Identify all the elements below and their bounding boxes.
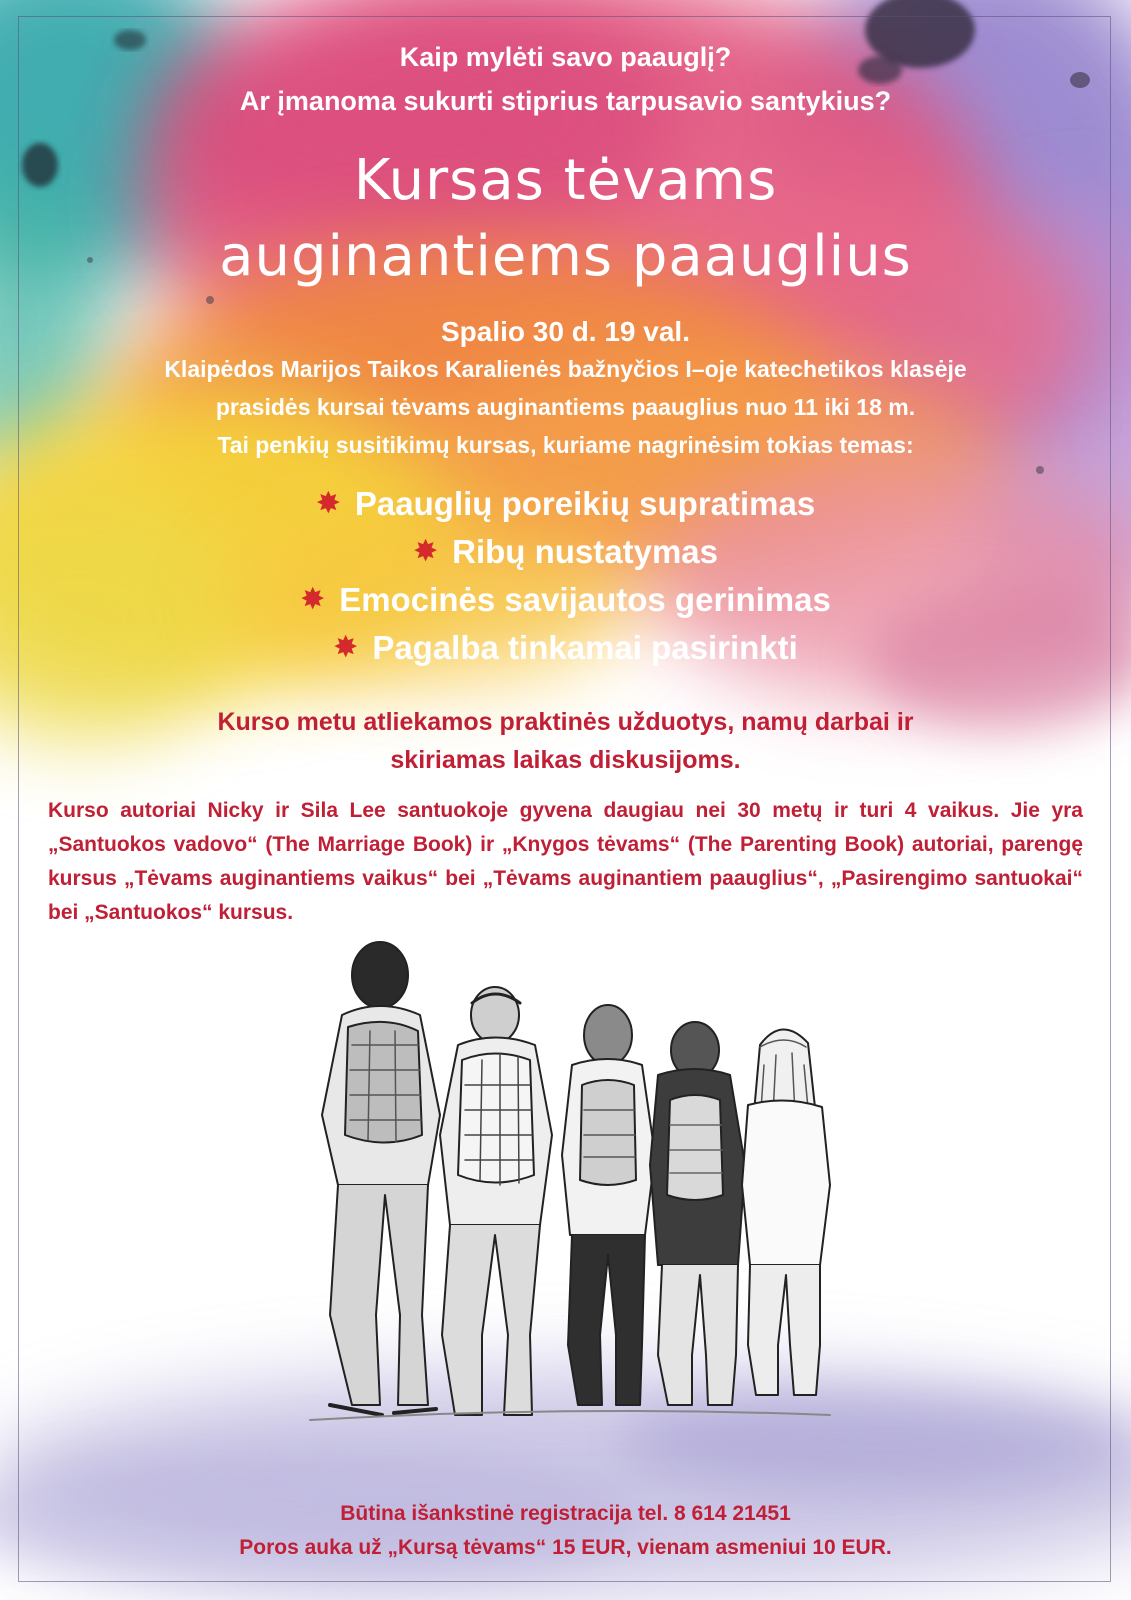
topics-list <box>0 480 1131 672</box>
star-burst-icon: ✸ <box>315 487 341 520</box>
figure-4 <box>650 1022 745 1405</box>
figure-1 <box>322 942 440 1415</box>
teenagers-walking-illustration <box>290 935 850 1435</box>
topic-label: Paauglių poreikių supratimas <box>354 485 816 522</box>
star-burst-icon: ✸ <box>300 583 326 616</box>
course-title-line-2: auginantiems paauglius <box>219 224 912 289</box>
practical-info-line-1: Kurso metu atliekamos praktinės užduotys, namų darbai ir <box>217 708 914 736</box>
topic-item <box>0 528 1131 576</box>
topic-label: Ribų nustatymas <box>452 533 719 570</box>
star-burst-icon: ✸ <box>333 631 359 664</box>
topic-item <box>0 576 1131 624</box>
practical-info-line-2: skiriamas laikas diskusijoms. <box>390 746 741 774</box>
question-line-2: Ar įmanoma sukurti stiprius tarpusavio santykius? <box>239 86 892 116</box>
authors-paragraph: Kurso autoriai Nicky ir Sila Lee santuokoje gyvena daugiau nei 30 metų ir turi 4 vaikus. Jie yra „Santuokos vadovo“ (The Marriage Book) ir „Knygos tėvams“ (The Parenting Book) autoriai, parengę kursus „Tėvams auginantiems vaikus“ bei „Tėvams auginantiem paauglius“, „Pasirengimo santuokai“ bei „Santuokos“ kursus. <box>48 799 1083 924</box>
donation-info: Poros auka už „Kursą tėvams“ 15 EUR, vienam asmeniui 10 EUR. <box>239 1536 892 1559</box>
figure-2 <box>440 987 552 1415</box>
course-title-line-1: Kursas tėvams <box>353 148 778 213</box>
figure-3 <box>562 1005 655 1405</box>
event-description-line-1: Klaipėdos Marijos Taikos Karalienės bažnyčios I–oje katechetikos klasėje <box>164 356 967 382</box>
topic-item <box>0 480 1131 528</box>
question-line-1: Kaip mylėti savo paauglį? <box>399 42 732 72</box>
event-description-line-3: Tai penkių susitikimų kursas, kuriame nagrinėsim tokias temas: <box>217 432 914 458</box>
registration-info: Būtina išankstinė registracija tel. 8 614 21451 <box>340 1502 791 1525</box>
topic-item <box>0 624 1131 672</box>
figure-5 <box>742 1029 830 1395</box>
topic-label: Emocinės savijautos gerinimas <box>339 581 831 618</box>
event-date: Spalio 30 d. 19 val. <box>440 316 690 347</box>
event-description-line-2: prasidės kursai tėvams auginantiems paauglius nuo 11 iki 18 m. <box>215 394 916 420</box>
topic-label: Pagalba tinkamai pasirinkti <box>372 629 798 666</box>
star-burst-icon: ✸ <box>412 535 439 568</box>
